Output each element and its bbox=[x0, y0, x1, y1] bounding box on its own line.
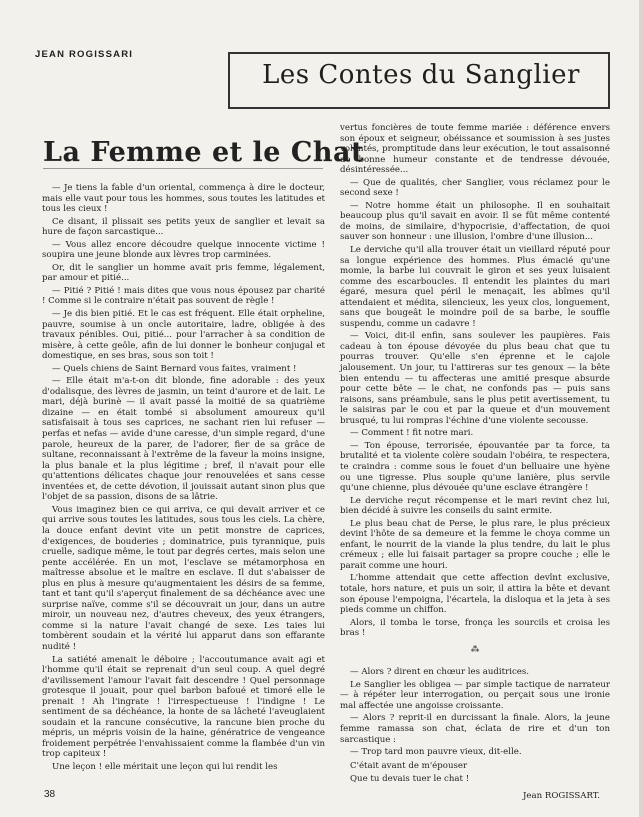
section-separator: ⁂ bbox=[470, 644, 480, 655]
signature: Jean ROGISSART. bbox=[522, 790, 600, 801]
paragraph: — Elle était m'a-t-on dit blonde, fine adorable : des yeux d'odalisque, des lèvres de jasmin, un teint d'aurore et de lait. Le mari, déjà burinè — il avait passé la moitié de sa quatrième dizaine — en était tombé si absolument amoureux qu'il satisfaisait à tous ses caprices, ne sachant rien lui refuser — perfas et nefas — avide d'une caresse, d'un simple regard, d'une parole, heureux de la parer, de l'adorer, fier de sa grâce de sultane, reconnaissant à l'extrême de la faveur la moins insigne, la plus banale et la plus légitime ; bref, il n'avait pour elle qu'attentions délicates chaque jour renouvelées et sans cesse inventées et, de cette dévotion, il jouissait autant sinon plus que l'objet de sa passion, disons de sa lâtrie. bbox=[42, 376, 325, 503]
paragraph: Le Sanglier les obligea — par simple tactique de narrateur — à répéter leur interrogation, ou perçait sous une ironie mal affectée une angoisse croissante. bbox=[340, 679, 610, 711]
paragraph: — Voici, dit-il enfin, sans soulever les paupières. Fais cadeau à ton épouse dévoyée du plus beau chat que tu pourras trouver. Qu'elle s'en éprenne et le cajole jalousement. Un jour, tu l'attireras sur tes genoux — la bête bien entendu — tu affecteras une amitié presque absurde pour cette bête — le chat, ne confonds pas — puis sans raisons, sans préambule, sans le plus petit avertissement, tu le saisiras par le cou et par la queue et d'un mouvement brusqué, tu lui rompras l'échine d'une violente secousse. bbox=[340, 331, 610, 426]
paragraph: — Notre homme était un philosophe. Il en souhaitait beaucoup plus qu'il savait en avoir. Il se fût même contenté de moins, de similaire, d'hypocrisie, d'affectation, de quoi sauver son honneur : une illusion, l'ombre d'une illusion... bbox=[340, 200, 610, 243]
paragraph: — Comment ! fit notre mari. bbox=[350, 428, 474, 439]
verse-line: C'était avant de m'épouser bbox=[350, 760, 468, 771]
paragraph: Le derviche qu'il alla trouver était un vieillard réputé pour sa longue expérience des hommes. Plus émacié qu'une momie, la barbe lui couvrait le giron et ses yeux luisaient comme des escarboucles. Il entendit les plaintes du mari égaré, mesura quel péril le menaçait, les abîmes qu'il attendaient et médita, silencieux, les yeux clos, longuement, sans que bougeât le moindre poil de sa barbe, le souffle suspendu, comme un cadavre ! bbox=[340, 245, 610, 329]
paragraph: — Alors ? reprit-il en durcissant la finale. Alors, la jeune femme ramassa son chat, éclata de rire et d'un ton sarcastique : bbox=[340, 713, 610, 745]
paragraph: Ce disant, il plissait ses petits yeux de sanglier et levait sa hure de façon sarcastique... bbox=[42, 216, 325, 238]
header-frame-right bbox=[608, 52, 610, 109]
series-title: Les Contes du Sanglier bbox=[262, 60, 580, 90]
paragraph: — Quels chiens de Saint Bernard vous faites, vraiment ! bbox=[52, 363, 297, 374]
verse-line: Que tu devais tuer le chat ! bbox=[350, 774, 470, 785]
paragraph: — Ton épouse, terrorisée, épouvantée par ta force, ta brutalité et ta violente colère soudain l'obéira, te respectera, te craindra : comme sous le fouet d'un belluaire une hyène ou une tigresse. Plus souple qu'une lanière, plus servile qu'une chienne, plus dévouée qu'une esclave étrangère ! bbox=[340, 440, 610, 494]
story-title: La Femme et le Chat bbox=[43, 137, 364, 168]
paragraph: Le derviche reçut récompense et le mari revint chez lui, bien décidé à suivre les conseils du saint ermite. bbox=[340, 495, 610, 517]
page-number: 38 bbox=[44, 789, 56, 800]
paragraph: La satiété amenait le déboire ; l'accoutumance avait agi et l'homme qu'il était se reprenait d'un seul coup. A quel degré d'avilissement l'amour l'avait fait descendre ! Quel personnage grotesque il jouait, pour quel barbon bafoué et timoré elle le prenait ! Ah l'ingrate ! l'irrespectueuse ! l'indigne ! Le sentiment de sa déchéance, la honte de sa lâcheté l'aveuglaient soudain et la rancune consécutive, la rancune bien proche du mépris, un mépris voisin de la haine, génératrice de vengeance froidement perpétrée l'envahissaient comme la flambée d'un vin trop capiteux ! bbox=[42, 654, 325, 760]
right-column bbox=[340, 123, 610, 803]
page-edge bbox=[639, 0, 643, 817]
header-frame-top bbox=[228, 52, 610, 54]
paragraph: vertus foncières de toute femme mariée : déférence envers son époux et seigneur, obéissance et soumission à ses justes volontés, promptitude dans leur exécution, le tout assaisonné de bonne humeur constante et de tendresse dévouée, désintéressée... bbox=[340, 123, 610, 176]
header-author: JEAN ROGISSARI bbox=[35, 49, 134, 60]
paragraph: — Je dis bien pitié. Et le cas est fréquent. Elle était orpheline, pauvre, soumise à un oncle autoritaire, ladre, obligée à des travaux pénibles. Oui, pitié... pour l'arracher à sa condition de misère, à cette geôle, afin de lui donner le bonheur conjugal et domestique, en ses bras, sous son toit ! bbox=[42, 309, 325, 362]
paragraph: Vous imaginez bien ce qui arriva, ce qui devait arriver et ce qui arrive sous toutes les latitudes, sous tous les ciels. La chère, la douce enfant devint vite un petit monstre de caprices, d'exigences, de bouderies ; dominatrice, puis tyrannique, puis cruelle, sadique même, le tout par degrés certes, mais selon une pente accélérée. En un mot, l'esclave se métamorphosa en maîtresse absolue et le maître en esclave. Il dut s'abaisser de plus en plus à mesure qu'augmentaient les désirs de sa femme, tant et tant qu'il s'aperçut finalement de sa déchéance avec une surprise naïve, comme s'il se découvrait un jour, dans un autre miroir, un nouveau nez, d'autres cheveux, des yeux étrangers, comme si la nature l'avait changé de sexe. Les taies lui tombèrent soudain et la vérité lui apparut dans son effarante nudité ! bbox=[42, 504, 325, 652]
paragraph: L'homme attendait que cette affection devînt exclusive, totale, hors nature, et puis un soir, il attira la bête et devant son épouse l'empoigna, l'écartela, la disloqua et la jeta à ses pieds comme un chiffon. bbox=[340, 573, 610, 616]
paragraph: — Que de qualités, cher Sanglier, vous réclamez pour le second sexe ! bbox=[340, 177, 610, 199]
header-frame-bottom bbox=[228, 107, 610, 109]
verse-line: — Trop tard mon pauvre vieux, dit-elle. bbox=[350, 747, 522, 758]
left-column bbox=[42, 183, 325, 775]
paragraph: — Alors ? dirent en chœur les auditrices. bbox=[350, 667, 530, 678]
paragraph: — Pitié ? Pitié ! mais dites que vous nous épousez par charité ! Comme si le contraire n'était pas souvent de règle ! bbox=[42, 285, 325, 307]
paragraph: Une leçon ! elle méritait une leçon qui lui rendit les bbox=[52, 761, 278, 772]
paragraph: Alors, il tomba le torse, fronça les sourcils et croisa les bras ! bbox=[340, 617, 610, 639]
title-underline bbox=[43, 168, 323, 169]
paragraph: — Je tiens la fable d'un oriental, commença à dire le docteur, mais elle vaut pour tous les hommes, sous toutes les latitudes et tous les cieux ! bbox=[42, 183, 325, 215]
header-frame-left bbox=[228, 52, 230, 109]
paragraph: — Vous allez encore découdre quelque innocente victime ! soupira une jeune blonde aux lèvres trop carminées. bbox=[42, 239, 325, 261]
paragraph: Le plus beau chat de Perse, le plus rare, le plus précieux devint l'hôte de sa demeure et la femme le choya comme un enfant, le nourrit de la viande la plus tendre, du lait le plus crémeux ; elle lui faisait partager sa propre couche ; elle le parait comme une houri. bbox=[340, 518, 610, 571]
paragraph: Or, dit le sanglier un homme avait pris femme, légalement, par amour et pitié... bbox=[42, 262, 325, 284]
